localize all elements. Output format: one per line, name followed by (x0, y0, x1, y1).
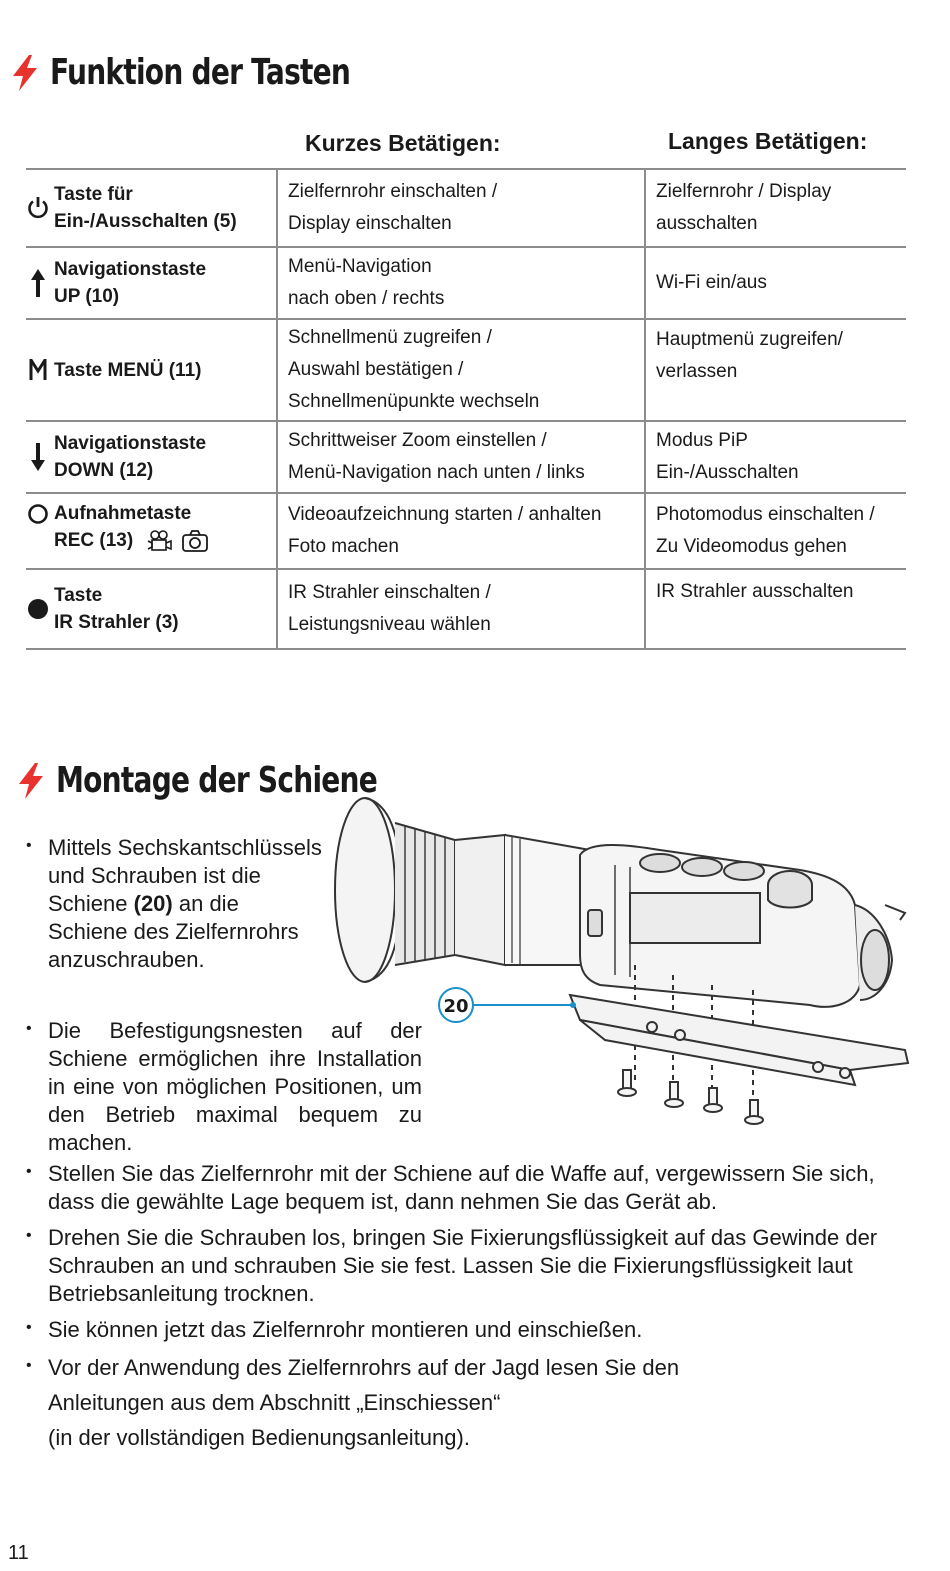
short-press-text: Schnellmenü zugreifen / (288, 327, 492, 348)
key-label: IR Strahler (3) (54, 612, 179, 633)
short-press-text: Menü-Navigation nach unten / links (288, 462, 585, 483)
table-row (26, 319, 906, 421)
table-row (26, 569, 906, 649)
short-press-text: Leistungsniveau wählen (288, 614, 491, 635)
key-label: Taste für (54, 184, 133, 205)
long-press-text: Modus PiP (656, 430, 748, 451)
key-label: DOWN (12) (54, 460, 154, 481)
key-label: Navigationstaste (54, 433, 207, 454)
long-press-text: Wi-Fi ein/aus (656, 272, 767, 293)
key-label: Aufnahmetaste (54, 503, 192, 524)
table-row (26, 247, 906, 319)
lightning-bolt-icon (10, 54, 40, 92)
key-label: Taste (54, 585, 103, 606)
bullet-text: Die Befestigungsnesten auf der Schiene ermöglichen ihre Installation in eine von möglichen Positionen, um den Betrieb maximal bequem zu machen. (48, 1018, 422, 1155)
key-label: Taste MENÜ (11) (54, 359, 202, 381)
section-title: Funktion der Tasten (50, 52, 351, 93)
mounting-bullets-top (24, 834, 324, 974)
bullet-line: • Vor der Anwendung des Zielfernrohrs auf der Jagd lesen Sie den (48, 1355, 680, 1380)
arrow-down-icon (26, 445, 50, 469)
key-label: REC (13) (54, 530, 134, 551)
short-press-text: Display einschalten (288, 213, 452, 234)
short-press-text: Videoaufzeichnung starten / anhalten (288, 504, 602, 525)
key-function-table (26, 168, 906, 650)
short-press-text: Auswahl bestätigen / (288, 359, 464, 380)
long-press-text: Hauptmenü zugreifen/ (656, 329, 843, 350)
list-item: • Stellen Sie das Zielfernrohr mit der Schiene auf die Waffe auf, vergewissern Sie sich, dass die gewählte Lage bequem ist, dann nehmen Sie das Gerät ab. (24, 1160, 914, 1216)
key-label: Navigationstaste (54, 259, 207, 280)
menu-m-icon (26, 358, 50, 382)
video-camera-icon (147, 529, 173, 553)
part-number: (20) (133, 891, 173, 916)
table-row (26, 421, 906, 493)
column-header-long: Langes Betätigen: (668, 128, 868, 154)
table-row (26, 169, 906, 247)
bullet-text: an die Schiene des Zielfernrohrs anzuschrauben. (48, 891, 299, 972)
long-press-text: Ein-/Ausschalten (656, 462, 799, 483)
photo-camera-icon (181, 529, 209, 553)
record-circle-icon (26, 502, 50, 526)
long-press-text: Zu Videomodus gehen (656, 536, 847, 557)
bullet-text: Mittels Sechskantschlüssels und Schrauben ist die Schiene (48, 835, 322, 916)
list-item (24, 1350, 914, 1455)
column-header-short: Kurzes Betätigen: (305, 130, 501, 156)
list-item: • Drehen Sie die Schrauben los, bringen Sie Fixierungsflüssigkeit auf das Gewinde der Schrauben an und schrauben Sie sie fest. Lassen Sie die Fixierungsflüssigkeit laut Betriebsanleitung trocknen. (24, 1224, 914, 1308)
short-press-text: Zielfernrohr einschalten / (288, 181, 498, 202)
short-press-text: Schrittweiser Zoom einstellen / (288, 430, 547, 451)
section-heading-tasten (10, 52, 435, 93)
mounting-bullets-mid (24, 1017, 422, 1157)
short-press-text: nach oben / rechts (288, 288, 445, 309)
list-item (24, 834, 324, 974)
key-label: Ein-/Ausschalten (5) (54, 211, 237, 232)
arrow-up-icon (26, 271, 50, 295)
key-label: UP (10) (54, 286, 120, 307)
bullet-line: (in der vollständigen Bedienungsanleitung). (48, 1425, 470, 1450)
long-press-text: Zielfernrohr / Display (656, 181, 832, 202)
bullet-line: Anleitungen aus dem Abschnitt „Einschiessen“ (48, 1390, 501, 1415)
long-press-text: verlassen (656, 361, 738, 382)
mounting-bullets-bottom (24, 1160, 914, 1455)
short-press-text: Menü-Navigation (288, 256, 432, 277)
long-press-text: Photomodus einschalten / (656, 504, 875, 525)
short-press-text: Foto machen (288, 536, 399, 557)
long-press-text: ausschalten (656, 213, 758, 234)
page-number: 11 (8, 1542, 29, 1564)
list-item: • Sie können jetzt das Zielfernrohr montieren und einschießen. (24, 1316, 914, 1344)
callout-number: 20 (443, 996, 469, 1017)
section-title: Montage der Schiene (56, 760, 378, 801)
table-row (26, 493, 906, 569)
list-item (24, 1017, 422, 1157)
short-press-text: IR Strahler einschalten / (288, 582, 491, 603)
short-press-text: Schnellmenüpunkte wechseln (288, 391, 540, 412)
power-icon (26, 196, 50, 220)
filled-circle-icon (26, 597, 50, 621)
long-press-text: IR Strahler ausschalten (656, 581, 854, 602)
lightning-bolt-icon (16, 762, 46, 800)
